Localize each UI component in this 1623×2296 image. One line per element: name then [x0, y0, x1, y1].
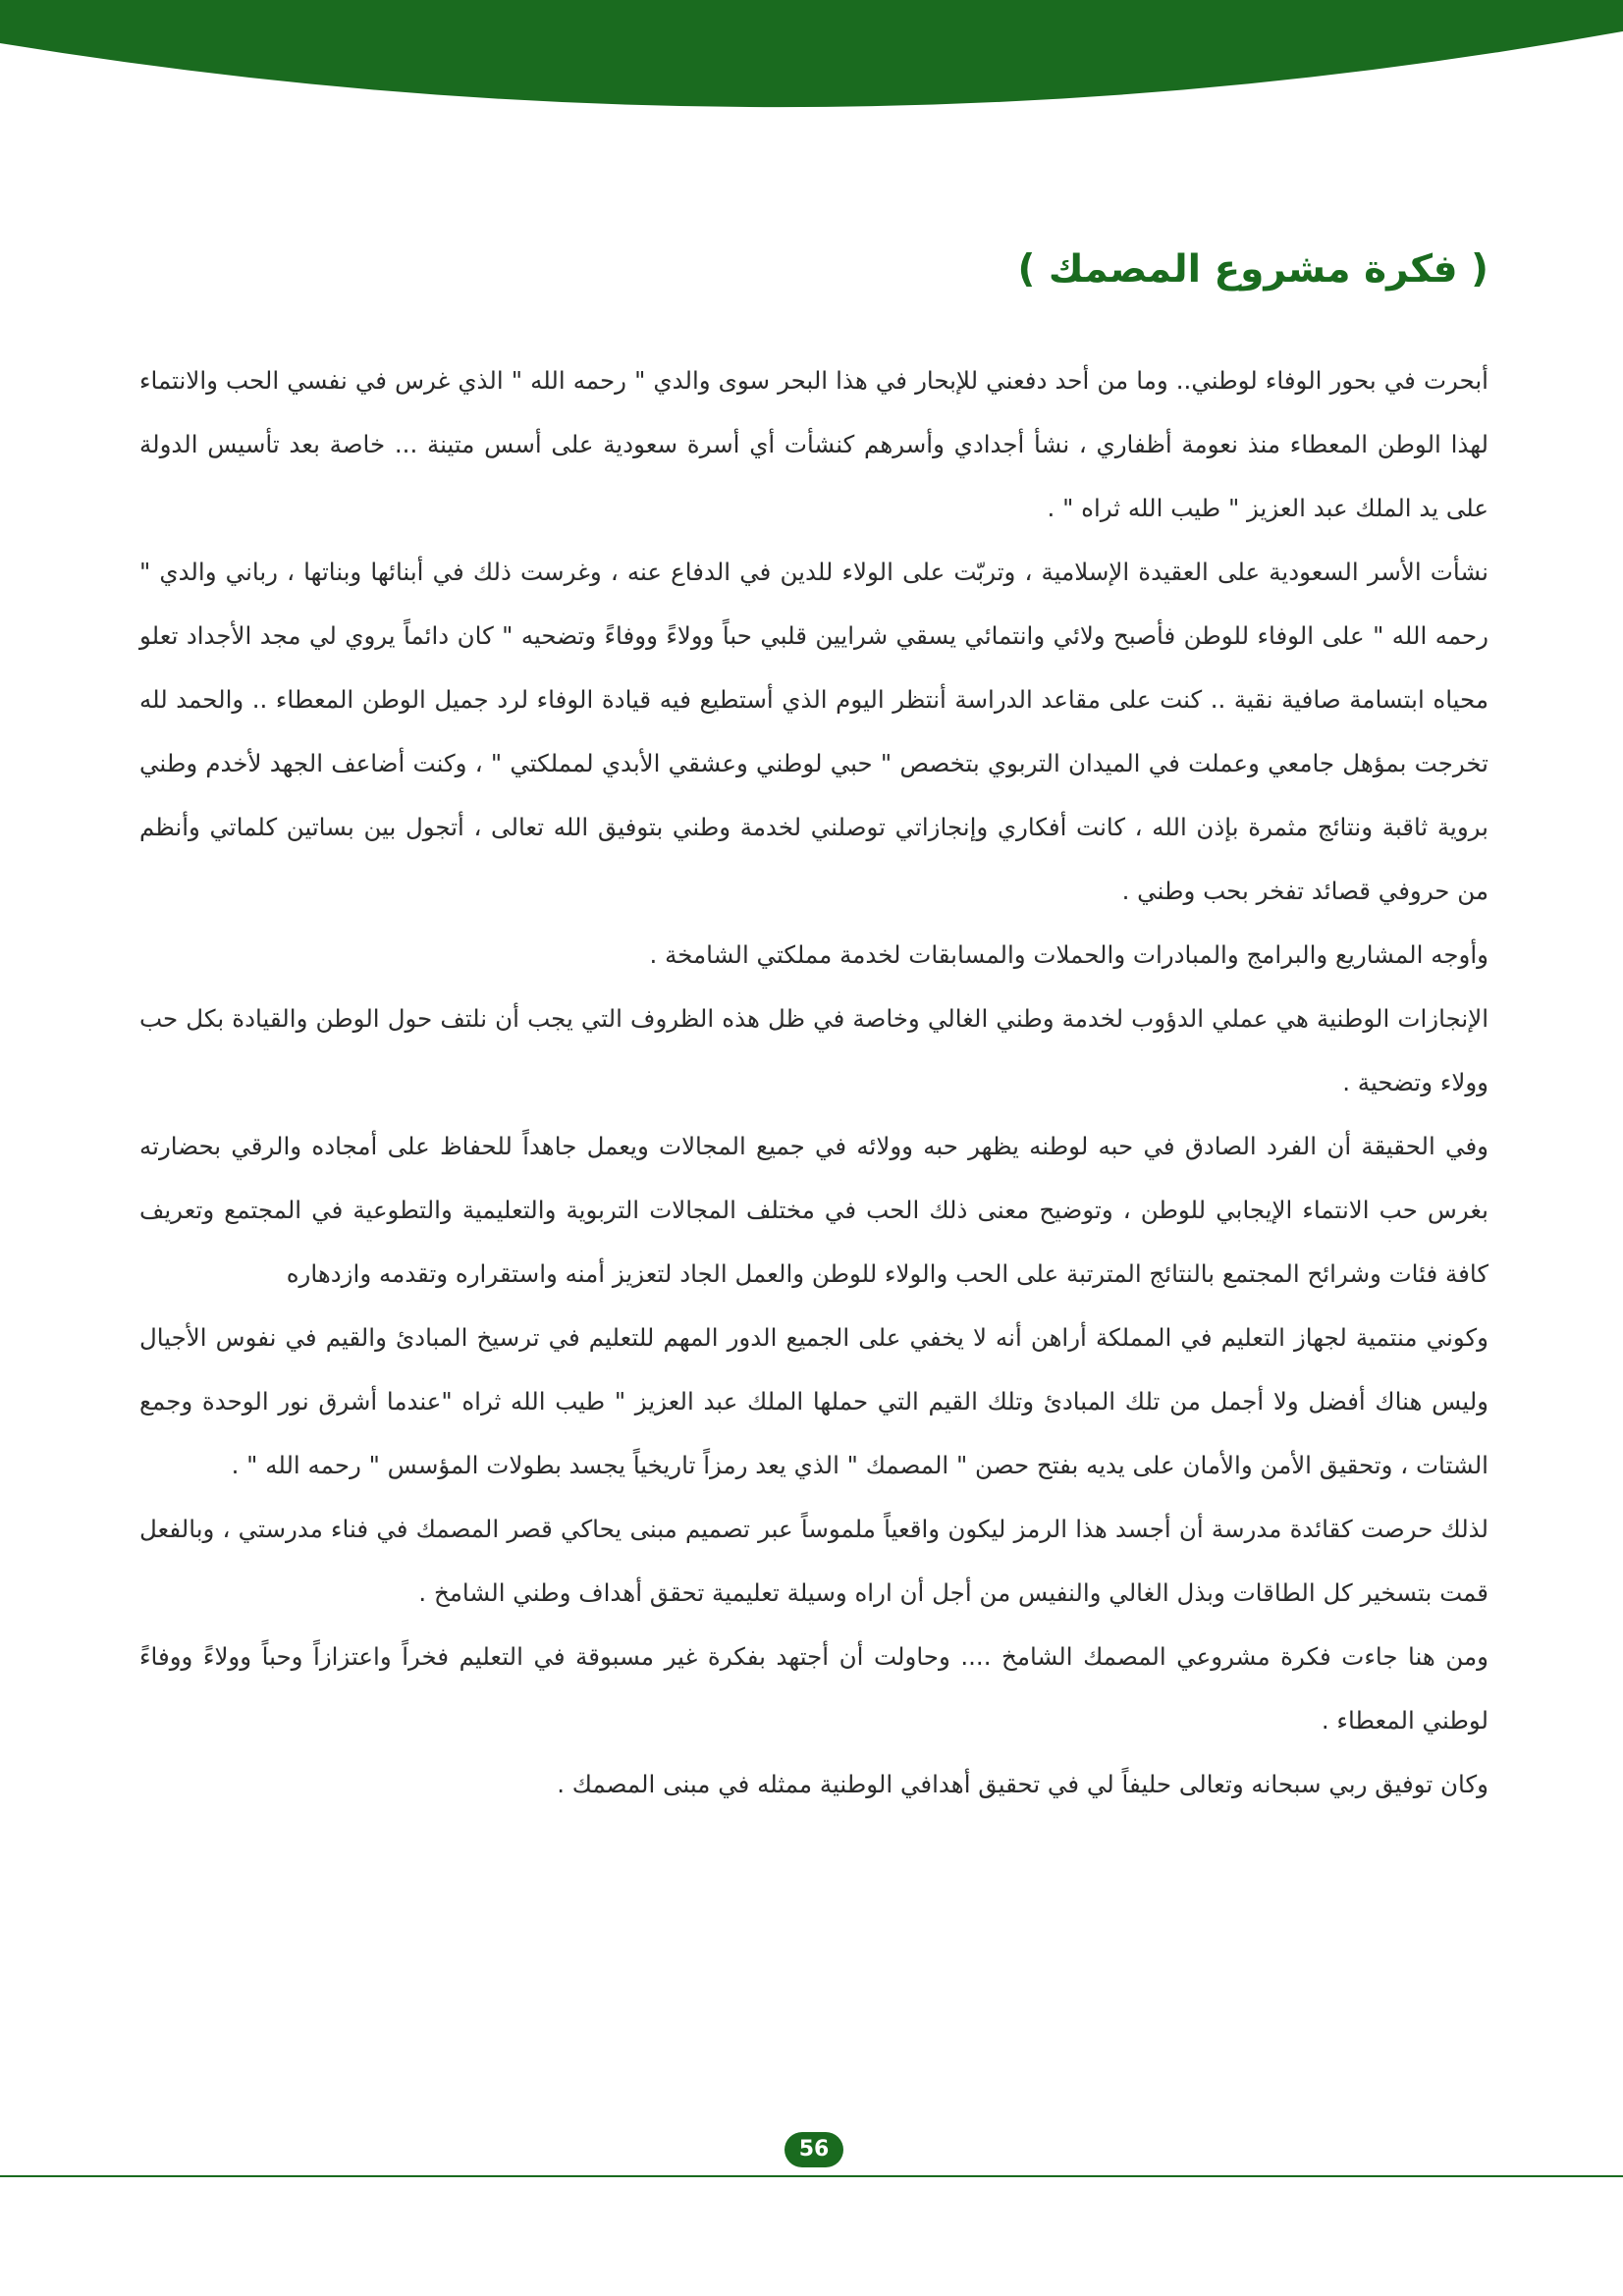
article-body [139, 348, 1488, 1816]
paragraph-2: نشأت الأسر السعودية على العقيدة الإسلامية ، وتربّت على الولاء للدين في الدفاع عنه ، وغرست ذلك في أبنائها وبناتها ، رباني والدي " رحمه الله " على الوفاء للوطن فأصبح ولائي وانتمائي يسقي شرايين قلبي حباً وولاءً ووفاءً وتضحيه " كان دائماً يروي لي مجد الأجداد تعلو محياه ابتسامة صافية نقية .. كنت على مقاعد الدراسة أنتظر اليوم الذي أستطيع فيه قيادة الوفاء لرد جميل الوطن المعطاء .. والحمد لله تخرجت بمؤهل جامعي وعملت في الميدان التربوي بتخصص " حبي لوطني وعشقي الأبدي لمملكتي " ، وكنت أضاعف الجهد لأخدم وطني بروية ثاقبة ونتائج مثمرة بإذن الله ، كانت أفكاري وإنجازاتي توصلني لخدمة وطني بتوفيق الله تعالى ، أتجول بين بساتين كلماتي وأنظم من حروفي قصائد تفخر بحب وطني . [139, 558, 1488, 905]
header-green-band [0, 0, 1623, 118]
paragraph-7: لذلك حرصت كقائدة مدرسة أن أجسد هذا الرمز ليكون واقعياً ملموساً عبر تصميم مبنى يحاكي قصر المصمك في فناء مدرستي ، وبالفعل قمت بتسخير كل الطاقات وبذل الغالي والنفيس من أجل أن اراه وسيلة تعليمية تحقق أهداف وطني الشامخ . [139, 1515, 1488, 1607]
paragraph-4: الإنجازات الوطنية هي عملي الدؤوب لخدمة وطني الغالي وخاصة في ظل هذه الظروف التي يجب أن نلتف حول الوطن والقيادة بكل حب وولاء وتضحية . [139, 1004, 1488, 1096]
header-green-shape [0, 0, 1623, 107]
page-title: ( فكرة مشروع المصمك ) [1017, 247, 1488, 292]
page-number-badge: 56 [784, 2132, 843, 2167]
footer-divider [0, 2175, 1623, 2177]
paragraph-8: ومن هنا جاءت فكرة مشروعي المصمك الشامخ .... وحاولت أن أجتهد بفكرة غير مسبوقة في التعليم فخراً واعتزازاً وحباً وولاءً ووفاءً لوطني المعطاء . [139, 1642, 1488, 1735]
paragraph-9: وكان توفيق ربي سبحانه وتعالى حليفاً لي في تحقيق أهدافي الوطنية ممثله في مبنى المصمك . [557, 1770, 1488, 1798]
paragraph-1: أبحرت في بحور الوفاء لوطني.. وما من أحد دفعني للإبحار في هذا البحر سوى والدي " رحمه الله " الذي غرس في نفسي الحب والانتماء لهذا الوطن المعطاء منذ نعومة أظفاري ، نشأ أجدادي وأسرهم كنشأت أي أسرة سعودية على أسس متينة ... خاصة بعد تأسيس الدولة على يد الملك عبد العزيز " طيب الله ثراه " . [139, 366, 1488, 522]
paragraph-3: وأوجه المشاريع والبرامج والمبادرات والحملات والمسابقات لخدمة مملكتي الشامخة . [649, 940, 1488, 969]
paragraph-5: وفي الحقيقة أن الفرد الصادق في حبه لوطنه يظهر حبه وولائه في جميع المجالات ويعمل جاهداً للحفاظ على أمجاده والرقي بحضارته بغرس حب الانتماء الإيجابي للوطن ، وتوضيح معنى ذلك الحب في مختلف المجالات التربوية والتعليمية والتطوعية في المجتمع وتعريف كافة فئات وشرائح المجتمع بالنتائج المترتبة على الحب والولاء للوطن والعمل الجاد لتعزيز أمنه واستقراره وتقدمه وازدهاره [139, 1132, 1488, 1288]
paragraph-6: وكوني منتمية لجهاز التعليم في المملكة أراهن أنه لا يخفي على الجميع الدور المهم للتعليم في ترسيخ المبادئ والقيم في نفوس الأجيال وليس هناك أفضل ولا أجمل من تلك المبادئ وتلك القيم التي حملها الملك عبد العزيز " طيب الله ثراه "عندما أشرق نور الوحدة وجمع الشتات ، وتحقيق الأمن والأمان على يديه بفتح حصن " المصمك " الذي يعد رمزاً تاريخياً يجسد بطولات المؤسس " رحمه الله " . [139, 1323, 1488, 1479]
